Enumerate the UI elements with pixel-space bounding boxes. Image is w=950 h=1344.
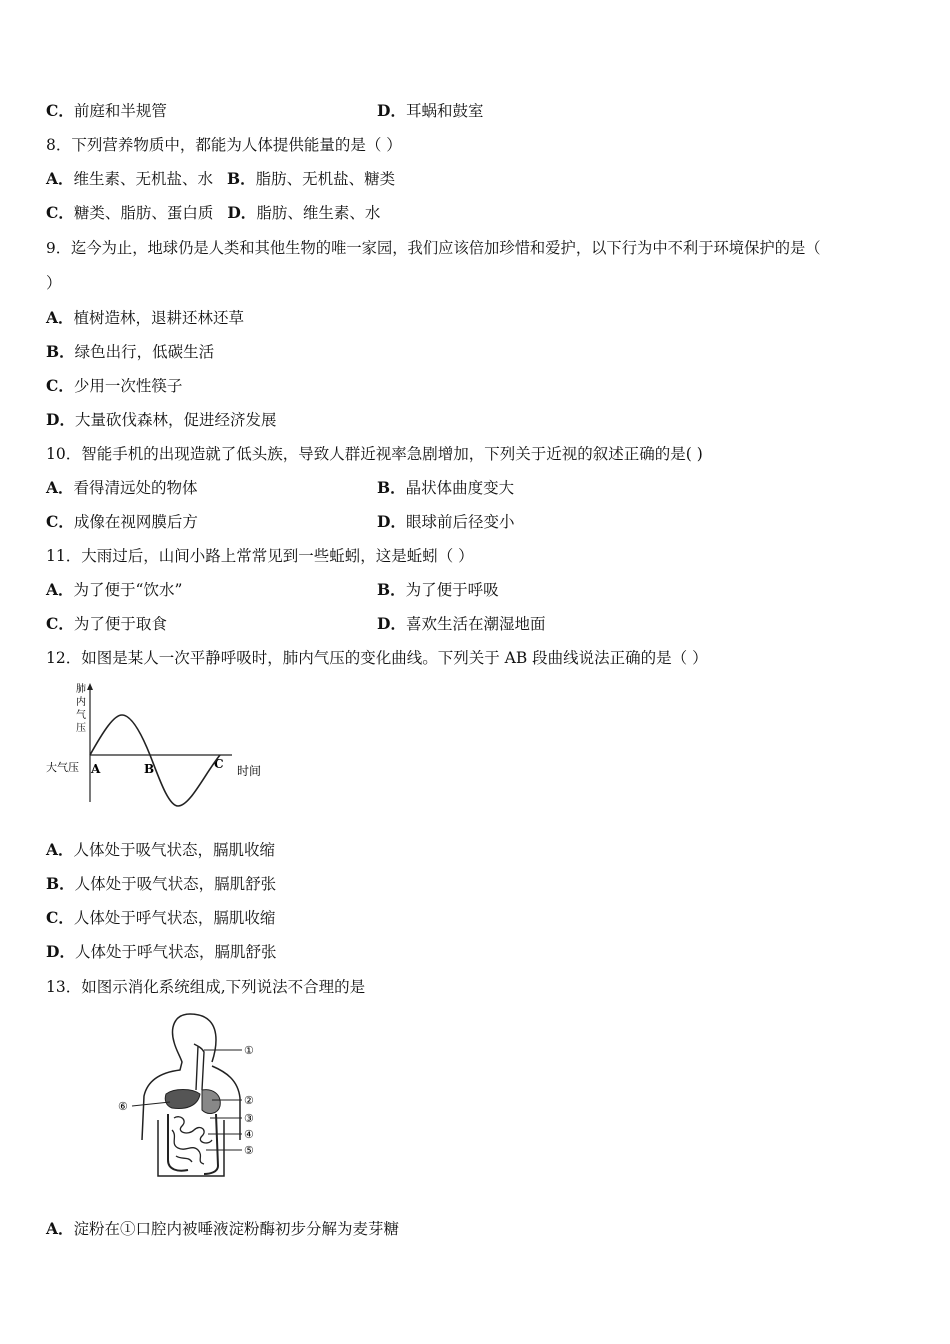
large-intestine bbox=[168, 1114, 218, 1174]
q12-option-c: C．人体处于呼气状态，膈肌收缩 bbox=[46, 908, 276, 927]
y-axis-arrow bbox=[87, 683, 93, 690]
q9-option-b: B．绿色出行，低碳生活 bbox=[46, 342, 215, 361]
q8-stem: 8．下列营养物质中，都能为人体提供能量的是（ ） bbox=[46, 136, 402, 154]
q13-option-a: A．淀粉在①口腔内被唾液淀粉酶初步分解为麦芽糖 bbox=[46, 1219, 400, 1238]
organ-label-2: ② bbox=[244, 1094, 254, 1107]
x-axis-label: 时间 bbox=[237, 764, 262, 778]
point-a-label: A bbox=[91, 762, 101, 776]
q10-option-c: C．成像在视网膜后方 bbox=[46, 512, 198, 531]
esophagus bbox=[194, 1044, 204, 1090]
q9-stem: 9．迄今为止，地球仍是人类和其他生物的唯一家园，我们应该倍加珍惜和爱护，以下行为中不利于环境保护的是（ bbox=[46, 239, 821, 257]
organ-label-4: ④ bbox=[244, 1128, 254, 1141]
baseline-label: 大气压 bbox=[46, 761, 79, 774]
y-axis-label-4: 压 bbox=[76, 723, 86, 734]
y-axis-label-1: 肺 bbox=[76, 684, 86, 695]
q11-option-a: A．为了便于“饮水” bbox=[46, 580, 183, 599]
q13-stem: 13．如图示消化系统组成,下列说法不合理的是 bbox=[46, 978, 366, 996]
point-b-label: B bbox=[144, 762, 155, 776]
body-outline bbox=[142, 1014, 240, 1140]
q10-option-d: D．眼球前后径变小 bbox=[377, 512, 515, 531]
q7-option-d: D．耳蜗和鼓室 bbox=[377, 101, 484, 120]
q11-option-d: D．喜欢生活在潮湿地面 bbox=[377, 614, 546, 633]
q10-stem: 10．智能手机的出现造就了低头族，导致人群近视率急剧增加，下列关于近视的叙述正确的是( ) bbox=[46, 445, 703, 463]
y-axis-label-2: 内 bbox=[76, 697, 86, 708]
q8-options-cd: C．糖类、脂肪、蛋白质 D．脂肪、维生素、水 bbox=[46, 203, 381, 222]
q12-option-b: B．人体处于吸气状态，膈肌舒张 bbox=[46, 874, 277, 893]
stomach bbox=[202, 1090, 220, 1114]
label-line-6 bbox=[132, 1102, 170, 1106]
q9-option-a: A．植树造林，退耕还林还草 bbox=[46, 308, 245, 327]
pressure-curve bbox=[90, 715, 220, 806]
q13-digestive-system-figure bbox=[112, 1010, 272, 1182]
q11-stem: 11．大雨过后，山间小路上常常见到一些蚯蚓，这是蚯蚓（ ） bbox=[46, 547, 474, 565]
q11-option-c: C．为了便于取食 bbox=[46, 614, 167, 633]
q9-stem-end: ） bbox=[46, 274, 62, 292]
q9-option-c: C．少用一次性筷子 bbox=[46, 376, 183, 395]
q12-stem: 12．如图是某人一次平静呼吸时，肺内气压的变化曲线。下列关于 AB 段曲线说法正确的是（ ） bbox=[46, 649, 708, 667]
organ-label-6: ⑥ bbox=[118, 1100, 128, 1113]
liver bbox=[165, 1090, 200, 1109]
q10-option-b: B．晶状体曲度变大 bbox=[377, 478, 515, 497]
organ-label-3: ③ bbox=[244, 1112, 254, 1125]
q10-option-a: A．看得清远处的物体 bbox=[46, 478, 198, 497]
q12-option-d: D．人体处于呼气状态，膈肌舒张 bbox=[46, 942, 277, 961]
q12-pressure-curve-figure bbox=[44, 680, 274, 810]
q12-option-a: A．人体处于吸气状态，膈肌收缩 bbox=[46, 840, 276, 859]
y-axis-label-3: 气 bbox=[76, 710, 86, 721]
q7-option-c: C．前庭和半规管 bbox=[46, 101, 167, 120]
q8-options-ab: A．维生素、无机盐、水 B．脂肪、无机盐、糖类 bbox=[46, 169, 396, 188]
q9-option-d: D．大量砍伐森林，促进经济发展 bbox=[46, 410, 277, 429]
organ-label-5: ⑤ bbox=[244, 1144, 254, 1157]
point-c-label: C bbox=[214, 757, 224, 771]
small-intestine bbox=[172, 1117, 212, 1164]
organ-label-1: ① bbox=[244, 1044, 254, 1057]
q11-option-b: B．为了便于呼吸 bbox=[377, 580, 499, 599]
